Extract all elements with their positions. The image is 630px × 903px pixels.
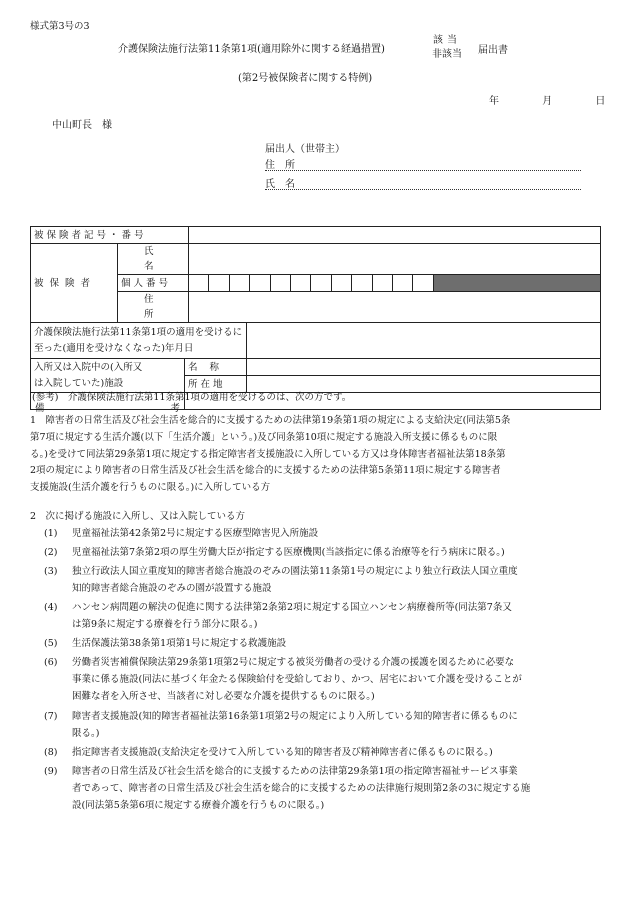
digit-box[interactable] xyxy=(230,275,250,291)
digit-box[interactable] xyxy=(250,275,270,291)
list-item xyxy=(44,709,598,743)
digit-box[interactable] xyxy=(189,275,209,291)
list-item xyxy=(44,636,598,653)
list-item-text: 労働者災害補償保険法第29条第1項第2号に規定する被災労働者の受ける介護の援護を図るために必要な xyxy=(72,657,515,668)
list-item-text: 独立行政法人国立重度知的障害者総合施設のぞみの園法第11条第1号の規定により独立行政法人国立重度 xyxy=(72,566,518,577)
date-line xyxy=(489,92,605,107)
facility-name-label: 名称 xyxy=(185,359,247,376)
digit-box[interactable] xyxy=(291,275,311,291)
section-1-line: 1 障害者の日常生活及び社会生活を総合的に支援するための法律第19条第1項の規定による支給決定(同法第5条 xyxy=(30,415,511,426)
list-item-number: (1) xyxy=(44,528,58,539)
applicability-choice xyxy=(432,34,462,62)
applicant-name-label: 氏名 xyxy=(265,179,305,190)
date-day-label: 日 xyxy=(595,96,606,107)
date-month-label: 月 xyxy=(542,96,553,107)
insured-number-label: 被保険者記号・番号 xyxy=(31,227,189,244)
list-item-number: (8) xyxy=(44,747,58,758)
reference-note: (参考) 介護保険法施行法第11条第1項の適用を受けるのは、次の方です。 xyxy=(32,392,352,403)
list-item-number: (6) xyxy=(44,657,58,668)
digit-box[interactable] xyxy=(209,275,229,291)
applicable-date-label-line1: 介護保険法施行法第11条第1項の適用を受けるに xyxy=(34,327,243,338)
section-1-line: 支援施設(生活介護を行うものに限る。)に入所している方 xyxy=(30,482,271,494)
form-table xyxy=(30,226,601,414)
list-item xyxy=(44,545,598,562)
addressee: 中山町長 様 xyxy=(52,120,112,131)
shaded-area xyxy=(434,275,600,291)
list-item-text: 指定障害者支援施設(支給決定を受けて入所している知的障害者及び精神障害者に係るものに限る。) xyxy=(72,747,493,758)
date-year-label: 年 xyxy=(489,96,499,107)
remarks-label-last: 考 xyxy=(170,403,180,414)
list-item-text: 限る。) xyxy=(72,727,100,739)
list-item xyxy=(44,564,598,598)
facility-label xyxy=(31,359,185,393)
list-item xyxy=(44,526,598,543)
list-item-text: 事業に係る施設(同法に基づく年金たる保険給付を受給しており、かつ、居宅において介護を受けることが xyxy=(72,673,522,685)
list-item-text: は第9条に規定する療養を行う部分に限る。) xyxy=(72,618,258,630)
list-item xyxy=(44,655,598,705)
list-item-text: 困難な者を入所させ、当該者に対し必要な介護を提供するものに限る。) xyxy=(72,690,375,702)
facility-location-label: 所在地 xyxy=(185,376,247,393)
section-1-line: る。)を受けて同法第29条第1項に規定する指定障害者支援施設に入所している方又は身体障害者福祉法第18条第 xyxy=(30,448,506,460)
applicable-date-label-line2: 至った(適用を受けなくなった)年月日 xyxy=(34,343,194,354)
applicable-date-input[interactable] xyxy=(247,323,601,359)
choice-applicable: 該当 xyxy=(433,35,461,46)
list-item-number: (4) xyxy=(44,602,58,613)
applicant-name-field[interactable] xyxy=(265,175,581,190)
choice-not-applicable: 非該当 xyxy=(432,49,462,60)
digit-box[interactable] xyxy=(393,275,413,291)
digit-box[interactable] xyxy=(352,275,372,291)
remarks-label-first: 備 xyxy=(35,403,45,414)
list-item-text: 生活保護法第38条第1項第1号に規定する救護施設 xyxy=(72,638,287,649)
list-item-number: (2) xyxy=(44,547,58,558)
facility-label-line1: 入所又は入院中の(入所又 xyxy=(34,361,143,373)
list-item-number: (3) xyxy=(44,566,58,577)
list-item-number: (5) xyxy=(44,638,58,649)
list-item-number: (9) xyxy=(44,766,58,777)
facility-label-line2: は入院していた)施設 xyxy=(34,377,124,389)
digit-box[interactable] xyxy=(311,275,331,291)
personal-number-label: 個人番号 xyxy=(118,275,189,292)
list-item xyxy=(44,764,598,814)
digit-box[interactable] xyxy=(373,275,393,291)
digit-box[interactable] xyxy=(413,275,433,291)
digit-box[interactable] xyxy=(271,275,291,291)
document-subtitle: (第2号被保険者に関する特例) xyxy=(238,73,373,84)
list-item-text: ハンセン病問題の解決の促進に関する法律第2条第2項に規定する国立ハンセン病療養所等(同法第7条又 xyxy=(72,602,512,613)
applicable-date-label xyxy=(31,323,247,359)
list-item-text: 障害者の日常生活及び社会生活を総合的に支援するための法律第29条第1項の指定障害福祉サービス事業 xyxy=(72,766,518,777)
insured-label: 被保険者 xyxy=(31,244,118,323)
form-number: 様式第3号の3 xyxy=(30,21,90,32)
applicant-address-label: 住所 xyxy=(265,160,305,171)
insured-name-input[interactable] xyxy=(189,244,601,275)
list-item xyxy=(44,600,598,634)
digit-box[interactable] xyxy=(332,275,352,291)
document-title: 介護保険法施行法第11条第1項(適用除外に関する経過措置) xyxy=(118,44,385,55)
insured-number-input[interactable] xyxy=(189,227,601,244)
list-item-text: 児童福祉法第7条第2項の厚生労働大臣が指定する医療機関(当該指定に係る治療等を行う病床に限る。) xyxy=(72,547,505,558)
applicant-address-field[interactable] xyxy=(265,156,581,171)
list-item-text: 者であって、障害者の日常生活及び社会生活を総合的に支援するための法律施行規則第2条の3に規定する施 xyxy=(72,782,531,794)
list-item-text: 障害者支援施設(知的障害者福祉法第16条第1項第2号の規定により入所している知的障害者に係るものに xyxy=(72,711,518,722)
section-1-line: 第7項に規定する生活介護(以下「生活介護」という。)及び同条第10項に規定する施設入所支援に係るものに限 xyxy=(30,431,498,443)
insured-name-label: 氏名 xyxy=(118,244,189,275)
facility-name-input[interactable] xyxy=(247,359,601,376)
list-item-number: (7) xyxy=(44,711,58,722)
list-item-text: 知的障害者総合施設のぞみの園が設置する施設 xyxy=(72,582,272,594)
list-item xyxy=(44,745,598,762)
applicant-label: 届出人（世帯主） xyxy=(265,144,345,155)
personal-number-input[interactable] xyxy=(189,275,601,292)
document-type: 届出書 xyxy=(478,45,508,56)
list-item-text: 設(同法第5条第6項に規定する療養介護を行うものに限る。) xyxy=(72,799,325,811)
section-1 xyxy=(30,413,596,497)
insured-address-input[interactable] xyxy=(189,292,601,323)
list-item-text: 児童福祉法第42条第2号に規定する医療型障害児入所施設 xyxy=(72,528,319,539)
section-2-heading: 2 次に掲げる施設に入所し、又は入院している方 xyxy=(30,511,246,522)
section-1-line: 2項の規定により障害者の日常生活及び社会生活を総合的に支援するための法律第5条第11項に規定する障害者 xyxy=(30,465,501,477)
insured-address-label: 住所 xyxy=(118,292,189,323)
